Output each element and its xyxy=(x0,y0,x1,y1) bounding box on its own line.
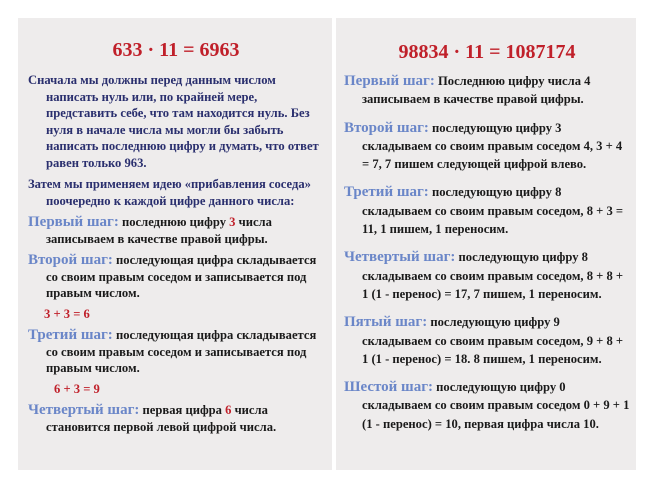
step-label: Первый шаг: xyxy=(28,214,119,230)
step-text: числа становится первой левой цифрой числа. xyxy=(46,403,277,434)
right-step-1 xyxy=(344,72,630,109)
highlight-digit: 6 xyxy=(225,403,232,417)
intro-paragraph-1: Сначала мы должны перед данным числом написать нуль или, по крайней мере, представить себе, что там находится нуль. Без нуля в начале числа мы могли бы забыть написать последнюю цифру и думать, что ответ равен только 963. xyxy=(28,73,319,170)
step-text: последующая цифра складывается со своим правым соседом и записывается под правым числом. xyxy=(46,253,317,300)
right-step-2 xyxy=(344,119,630,174)
step-label: Второй шаг: xyxy=(28,252,113,268)
step-text: числа записываем в качестве правой цифры. xyxy=(46,215,272,246)
step-label: Шестой шаг: xyxy=(344,379,434,396)
equation-1: 3 + 3 = 6 xyxy=(44,306,90,321)
right-panel xyxy=(336,18,636,470)
step-label: Четвертый шаг: xyxy=(28,402,140,418)
step-text: первая цифра xyxy=(139,403,226,417)
right-title: 98834 · 11 = 1087174 xyxy=(398,41,576,63)
left-step-4 xyxy=(28,402,324,435)
step-label: Второй шаг: xyxy=(344,119,429,136)
left-panel xyxy=(18,18,332,470)
step-text: последнюю цифру xyxy=(118,215,230,229)
right-step-5 xyxy=(344,313,630,368)
intro-paragraph-2: Затем мы применяем идею «прибавления соседа» поочередно к каждой цифре данного числа: xyxy=(28,177,311,208)
step-text: последующую цифру 3 складываем со своим правым соседом 4, 3 + 4 = 7, 7 пишем следующей цифрой влево. xyxy=(362,120,623,172)
right-step-6 xyxy=(344,378,630,433)
left-title: 633 · 11 = 6963 xyxy=(112,39,240,61)
step-text: последующую цифру 0 складываем со своим правым соседом 0 + 9 + 1 (1 - перенос) = 10, первая цифра числа 10. xyxy=(362,380,630,431)
equation-2: 6 + 3 = 9 xyxy=(54,381,100,396)
step-text: последующую цифру 9 складываем со своим правым соседом, 9 + 8 + 1 (1 - перенос) = 18. 8 пишем, 1 переносим. xyxy=(362,315,624,366)
right-step-4 xyxy=(344,248,630,303)
step-label: Четвертый шаг: xyxy=(344,249,456,266)
left-step-3 xyxy=(28,327,324,377)
step-text: последующую цифру 8 складываем со своим правым соседом, 8 + 3 = 11, 1 пишем, 1 переносим. xyxy=(362,185,624,237)
highlight-digit: 3 xyxy=(229,215,236,229)
step-label: Третий шаг: xyxy=(28,327,113,343)
step-label: Первый шаг: xyxy=(344,73,435,89)
step-text: последующая цифра складывается со своим правым соседом и записывается под правым числом. xyxy=(46,328,317,375)
step-text: Последнюю цифру числа 4 записываем в качестве правой цифры. xyxy=(362,74,591,107)
step-label: Третий шаг: xyxy=(344,184,429,201)
left-step-1 xyxy=(28,214,324,247)
step-text: последующую цифру 8 складываем со своим правым соседом, 8 + 8 + 1 (1 - перенос) = 17, 7 пишем, 1 переносим. xyxy=(362,250,624,301)
left-step-2 xyxy=(28,252,324,302)
right-step-3 xyxy=(344,183,630,238)
step-label: Пятый шаг: xyxy=(344,314,428,331)
